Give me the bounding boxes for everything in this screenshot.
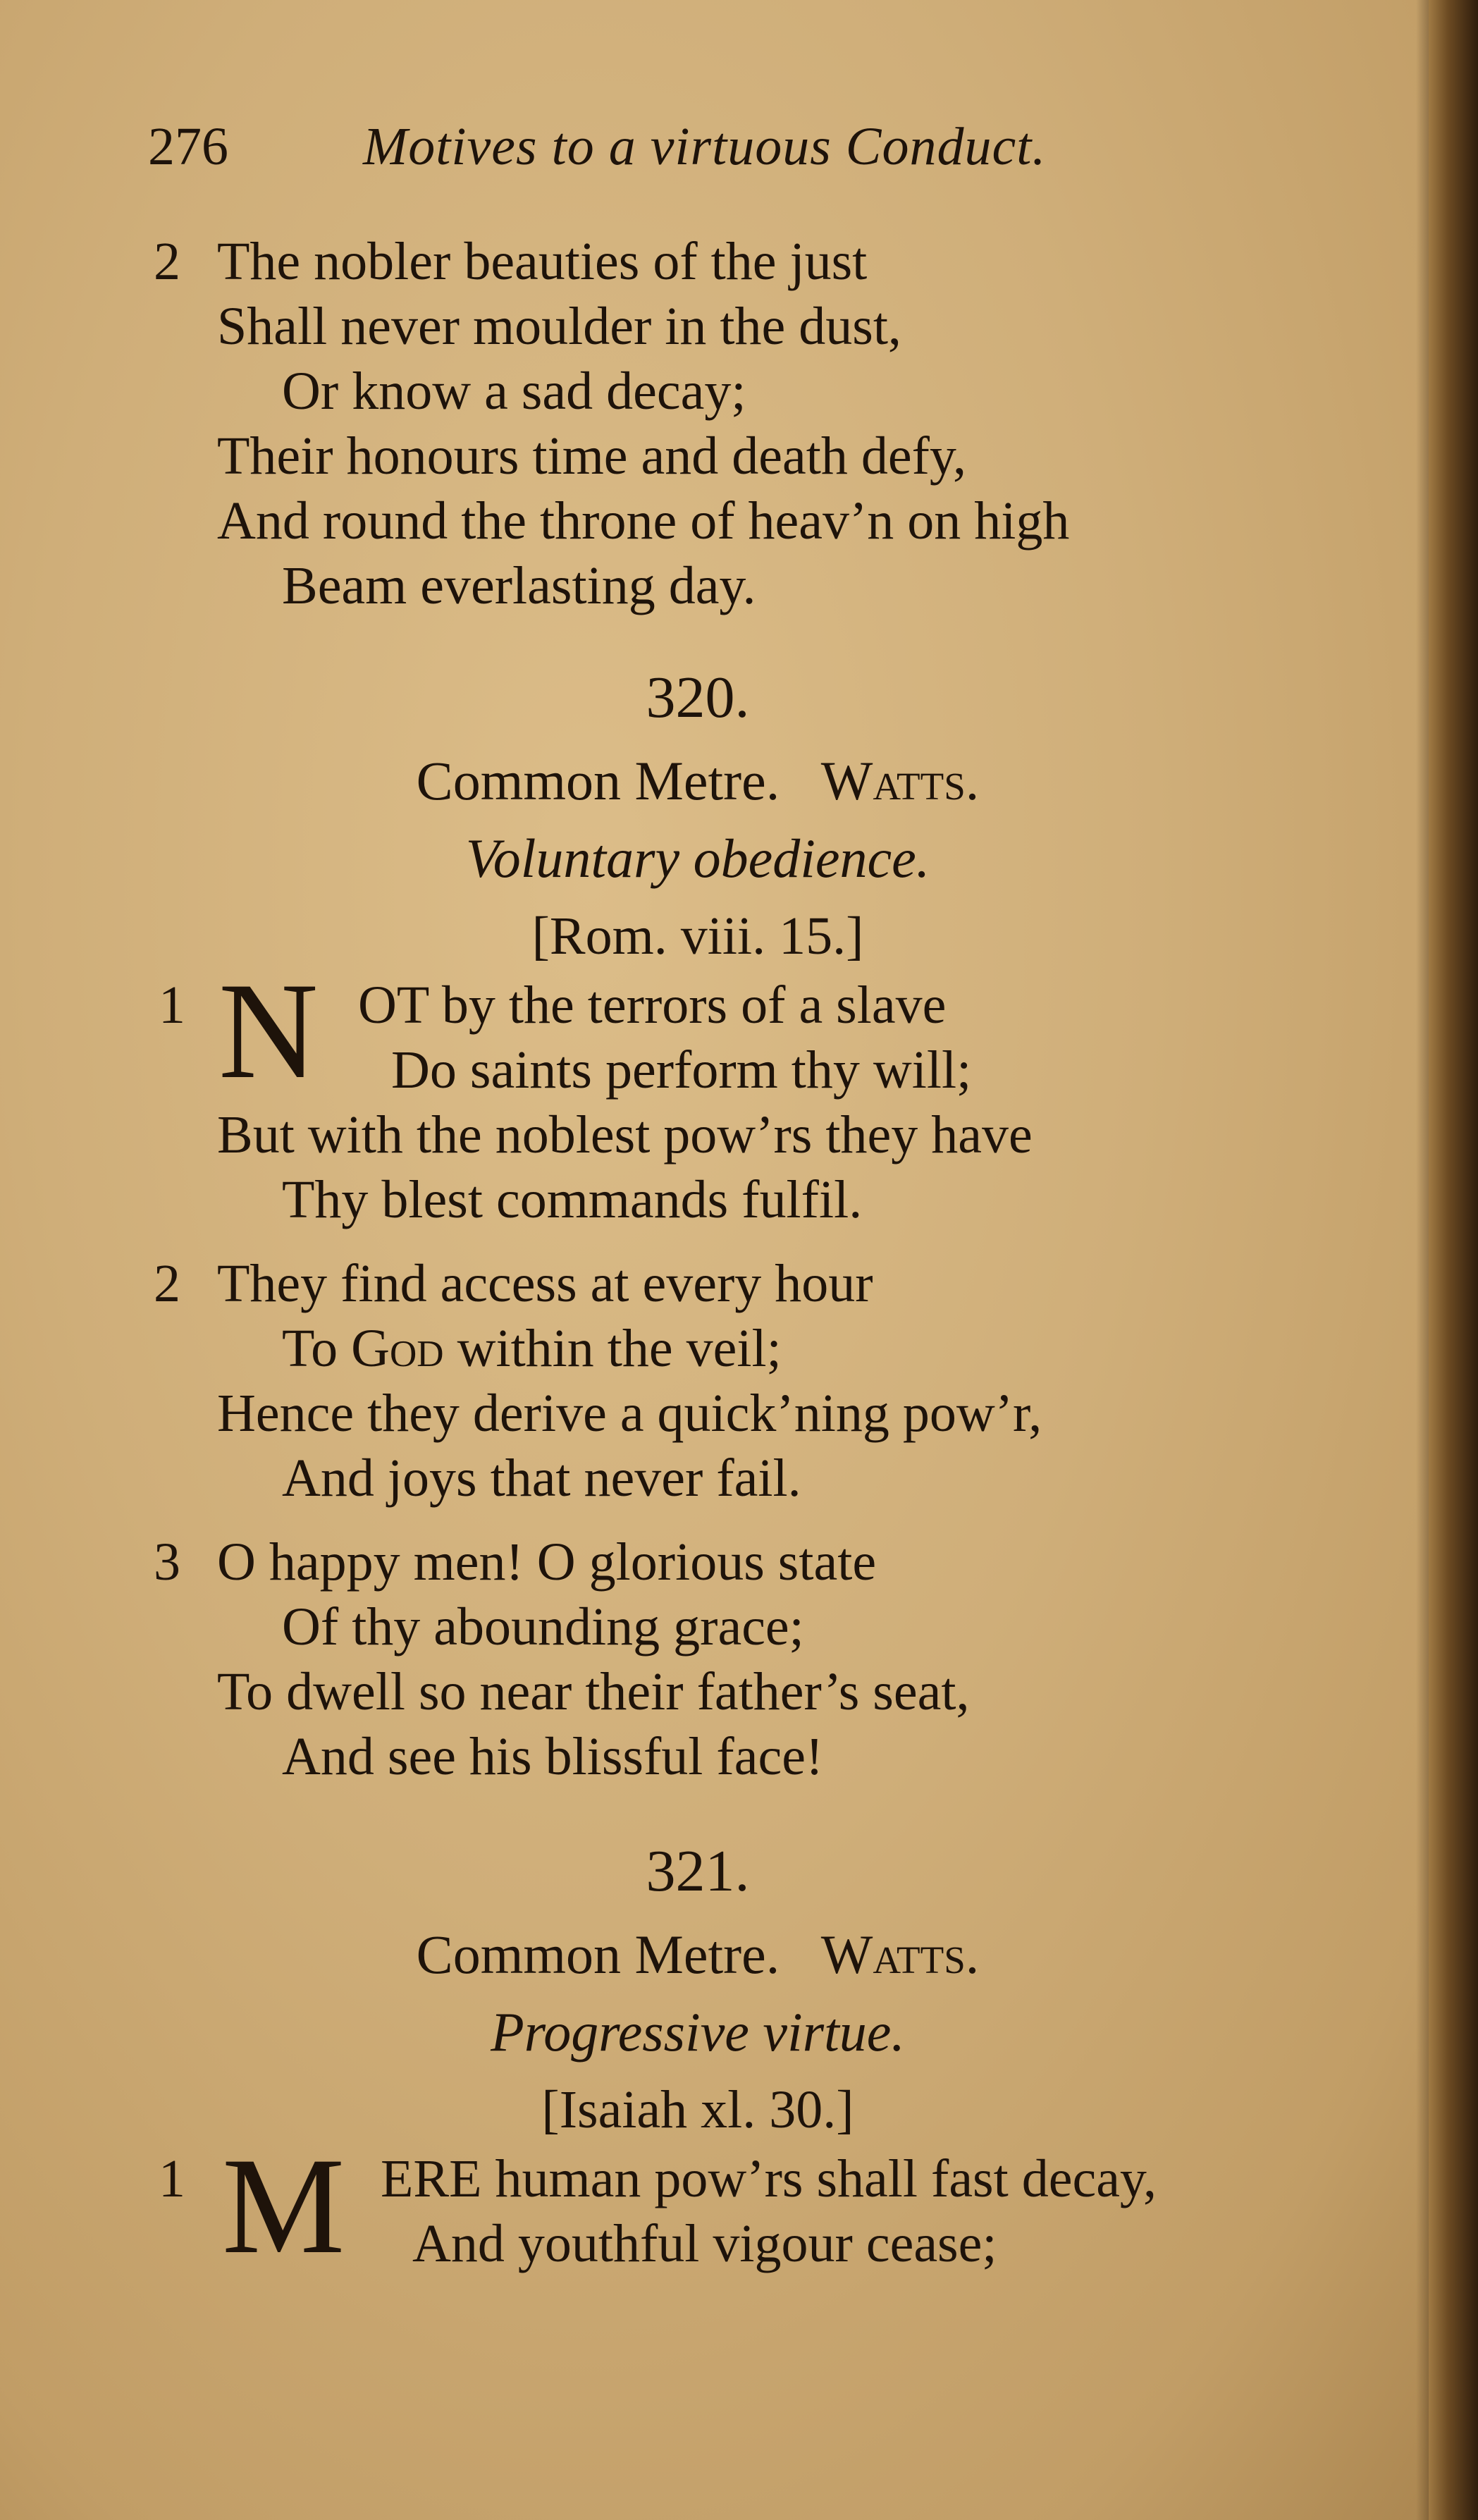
hymn-author: Watts.: [820, 1924, 980, 1985]
running-title: Motives to a virtuous Conduct.: [363, 117, 1047, 176]
hymn-subject: Progressive virtue.: [491, 2001, 905, 2063]
verse-line: Shall never moulder in the dust,: [217, 297, 901, 356]
verse-line: They find access at every hour: [217, 1254, 873, 1313]
drop-cap: M: [222, 2129, 345, 2282]
page-header: [148, 116, 1248, 194]
divine-name: God: [351, 1319, 444, 1378]
verse-line: To God within the veil;: [282, 1319, 782, 1378]
stanza-number: 1: [159, 2149, 185, 2208]
drop-cap: N: [218, 954, 319, 1107]
hymn-subject: Voluntary obedience.: [465, 828, 930, 889]
verse-line: Thy blest commands fulfil.: [282, 1170, 863, 1229]
verse-line: To dwell so near their father’s seat,: [217, 1662, 970, 1721]
verse-line: Beam everlasting day.: [282, 556, 756, 615]
verse-line: Or know a sad decay;: [282, 362, 746, 421]
verse-line: O happy men! O glorious state: [217, 1532, 877, 1592]
stanza-number: 3: [154, 1532, 180, 1592]
verse-line: And joys that never fail.: [282, 1449, 801, 1508]
verse-line: Of thy abounding grace;: [282, 1597, 804, 1657]
book-spine: [1429, 0, 1478, 2520]
verse-line: And youthful vigour cease;: [412, 2214, 997, 2273]
verse-line: The nobler beauties of the just: [217, 232, 868, 291]
page-number: 276: [148, 117, 228, 176]
verse-line: OT by the terrors of a slave: [358, 976, 947, 1035]
stanza-number: 1: [159, 976, 185, 1035]
hymn-metre-line: [148, 746, 1248, 816]
verse-line: Do saints perform thy will;: [391, 1040, 972, 1100]
hymn-number: 321.: [646, 1838, 750, 1904]
page-edge-shadow: [1416, 0, 1429, 2520]
hymn-author: Watts.: [820, 750, 980, 811]
hymn-metre: Common Metre.: [416, 750, 780, 811]
scripture-reference: [Rom. viii. 15.]: [531, 906, 864, 966]
verse-line: Their honours time and death defy,: [217, 426, 966, 486]
verse-line: Hence they derive a quick’ning pow’r,: [217, 1384, 1042, 1443]
stanza-number: 2: [154, 1254, 180, 1313]
verse-line: But with the noblest pow’rs they have: [217, 1105, 1033, 1164]
stanza-number: 2: [154, 232, 180, 291]
verse-line: And round the throne of heav’n on high: [217, 491, 1070, 551]
hymn-metre: Common Metre.: [416, 1924, 780, 1985]
hymn-metre-line: [148, 1919, 1248, 1990]
verse-line: ERE human pow’rs shall fast decay,: [381, 2149, 1157, 2208]
scripture-reference: [Isaiah xl. 30.]: [541, 2080, 854, 2139]
hymn-number: 320.: [646, 665, 750, 730]
verse-line: And see his blissful face!: [282, 1727, 824, 1786]
